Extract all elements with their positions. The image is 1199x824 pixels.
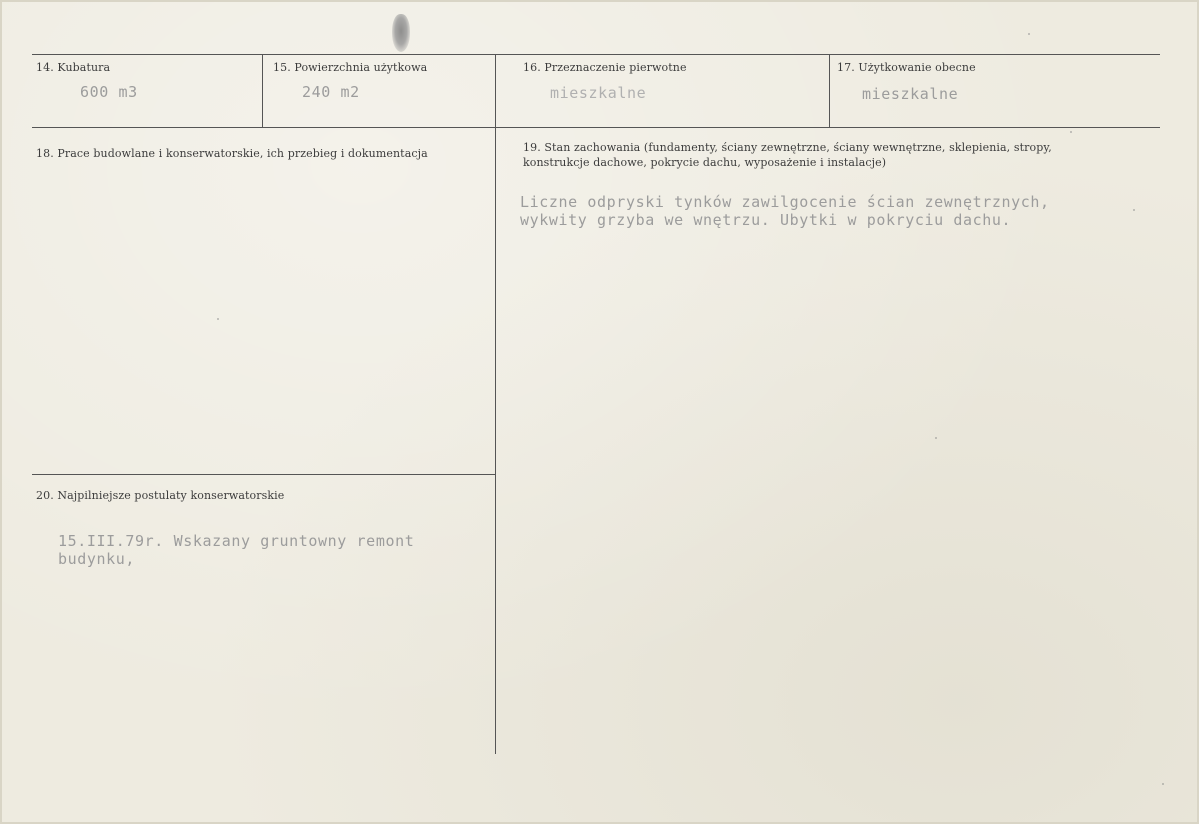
- field-19-label-line2: konstrukcje dachowe, pokrycie dachu, wyposażenie i instalacje): [523, 156, 887, 169]
- paper-speck: [935, 437, 937, 439]
- field-17-label: 17. Użytkowanie obecne: [837, 61, 976, 74]
- field-20-label: 20. Najpilniejsze postulaty konserwatorskie: [36, 489, 285, 502]
- field-16-label: 16. Przeznaczenie pierwotne: [523, 61, 687, 74]
- field-20-text-line2: budynku,: [58, 550, 136, 568]
- top-rule: [32, 54, 1160, 55]
- field-17-value: mieszkalne: [862, 85, 959, 103]
- col-divider-16-17: [829, 54, 830, 127]
- field-15-value: 240 m2: [302, 83, 360, 101]
- row-divider-2: [32, 474, 495, 475]
- row-divider-1: [32, 127, 1160, 128]
- field-19-label-line1: 19. Stan zachowania (fundamenty, ściany zewnętrzne, ściany wewnętrzne, sklepienia, stropy,: [523, 141, 1052, 154]
- ink-smudge: [392, 14, 410, 52]
- field-18-label: 18. Prace budowlane i konserwatorskie, ich przebieg i dokumentacja: [36, 147, 428, 160]
- field-14-value: 600 m3: [80, 83, 138, 101]
- col-divider-main: [495, 54, 496, 754]
- col-divider-14-15: [262, 54, 263, 127]
- paper-speck: [1028, 33, 1030, 35]
- paper-speck: [1070, 131, 1072, 133]
- field-15-label: 15. Powierzchnia użytkowa: [273, 61, 428, 74]
- paper-speck: [1133, 209, 1135, 211]
- field-16-value: mieszkalne: [550, 84, 647, 102]
- field-14-label: 14. Kubatura: [36, 61, 111, 74]
- paper-speck: [217, 318, 219, 320]
- field-19-text-line2: wykwity grzyba we wnętrzu. Ubytki w pokryciu dachu.: [520, 211, 1012, 229]
- field-19-text-line1: Liczne odpryski tynków zawilgocenie ścian zewnętrznych,: [520, 193, 1050, 211]
- field-20-text-line1: 15.III.79r. Wskazany gruntowny remont: [58, 532, 415, 550]
- paper-speck: [1162, 783, 1164, 785]
